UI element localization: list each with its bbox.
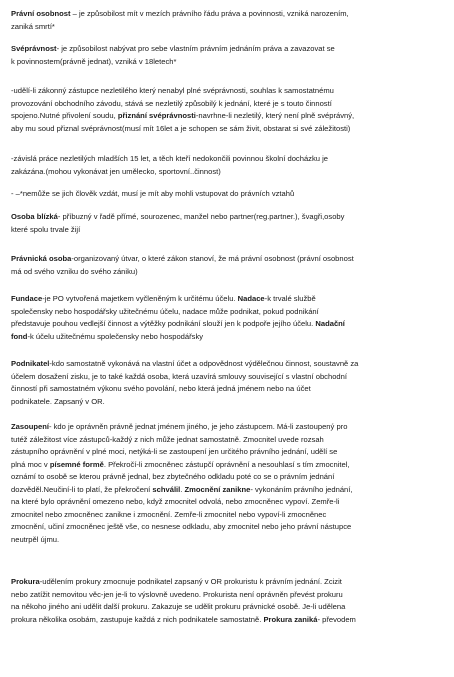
term-fond: fond bbox=[11, 331, 28, 341]
text: má od svého vzniku do svého zániku) bbox=[11, 266, 138, 276]
text: -závislá práce nezletilých mladších 15 let, a těch kteří nedokončili povinnou školní docházku je bbox=[11, 154, 328, 163]
text: -navrhne-li nezletilý, který není plně svéprávný, bbox=[195, 111, 355, 120]
text: na které bylo oprávnění omezeno nebo, když zmocnitel odvolá, nebo zmocněnec vypoví. Zemře-li bbox=[11, 497, 340, 506]
text: -k účelu užitečnému společensky nebo hospodářsky bbox=[27, 331, 204, 341]
text: provozování obchodního závodu, stává se nezletilý způsobilý k jednání, které je s touto činností bbox=[11, 98, 332, 108]
text: činností při samostatném výkonu svého povolání, nebo která jedná jménem nebo na účet bbox=[11, 384, 311, 393]
text: -je PO vytvořená majetkem vyčleněným k určitému účelu. bbox=[42, 294, 238, 303]
text: podnikatele. Zapsaný v OR. bbox=[11, 396, 105, 406]
term-svepravnost: Svéprávnost bbox=[11, 44, 57, 53]
paragraph-zastoupeni bbox=[11, 421, 447, 546]
text: účelem dosažení zisku, je to také každá osoba, která uzavírá smlouvy související s vlastní obchodní bbox=[11, 371, 347, 381]
paragraph-fundace bbox=[11, 293, 447, 343]
term-osoba-blizka: Osoba blízká bbox=[11, 212, 58, 221]
text: neutrpěl újmu. bbox=[11, 534, 60, 544]
term-pisemne-forme: písemné formě bbox=[49, 459, 104, 469]
text: nebo zatížit nemovitou věc-jen je-li to výslovně uvedeno. Prokurista není oprávněn převést prokuru bbox=[11, 589, 343, 599]
text: . Překročí-li zmocněnec zástupčí oprávnění a nesouhlasí s tím zmocnitel, bbox=[103, 459, 350, 469]
paragraph-nemuze-se-vzdat bbox=[11, 188, 447, 201]
term-nadacni: Nadační bbox=[315, 319, 345, 328]
term-fundace: Fundace bbox=[11, 294, 43, 303]
term-priznani-svepravnosti: přiznání svéprávnosti bbox=[117, 111, 196, 120]
term-prokura: Prokura bbox=[11, 577, 40, 586]
paragraph-pravnicka-osoba bbox=[11, 253, 447, 278]
paragraph-podnikatel bbox=[11, 358, 447, 408]
text: dozvěděl.Neučiní-li to platí, že překročení bbox=[11, 484, 153, 494]
text: - kdo je oprávněn právně jednat jménem jiného, je jeho zástupcem. Má-li zastoupený pro bbox=[48, 422, 348, 431]
paragraph-udeleni-souhlasu bbox=[11, 85, 447, 135]
text: -kdo samostatně vykonává na vlastní účet a odpovědnost výdělečnou činnost, soustavně za bbox=[49, 359, 359, 368]
term-schvalil: schválil bbox=[152, 484, 181, 494]
text: zmocnění, učiní zmocněnec ještě vše, co nesnese odkladu, aby zmocnitel nebo jeho právní nástupce bbox=[11, 522, 352, 531]
text: tutéž záležitost více zástupců-každý z nich může jednat samostatně. Zmocnitel uvede rozsah bbox=[11, 434, 324, 444]
text: prokura několika osobám, zastupuje každá z nich podnikatele samostatně. bbox=[11, 614, 264, 624]
text: - –*nemůže se jich člověk vzdát, musí je mít aby mohli vstupovat do právních vztahů bbox=[11, 189, 295, 198]
text: společensky nebo hospodářsky užitečnému účelu, nadace může podnikat, pokud podnikání bbox=[11, 306, 319, 316]
term-zastoupeni: Zasoupení bbox=[11, 422, 49, 431]
text: - příbuzný v řadě přímé, sourozenec, manžel nebo partner(reg.partner.), švagři,osoby bbox=[57, 212, 345, 221]
text: - vykonáním právního jednání, bbox=[250, 484, 353, 494]
text: – je způsobilost mít v mezích právního řádu práva a povinnosti, vzniká narozením, bbox=[70, 9, 349, 18]
text: zástupního oprávnění v plné moci, netýká-li se zastoupení jen určitého právního jednání, udělí se bbox=[11, 447, 338, 456]
term-prokura-zanika: Prokura zaniká bbox=[263, 614, 318, 624]
term-podnikatel: Podnikatel bbox=[11, 359, 50, 368]
text: - převodem bbox=[317, 614, 356, 624]
text: -udělením prokury zmocnuje podnikatel zapsaný v OR prokuristu k právním jednání. Zcizit bbox=[39, 577, 342, 586]
text: spojeno.Nutné přivolení soudu, bbox=[11, 111, 118, 120]
text: -udělí-li zákonný zástupce nezletilého který nenabyl plné svéprávnosti, souhlas k samostatnému bbox=[11, 86, 334, 95]
text: -k trvalé službě bbox=[264, 294, 316, 303]
term-zmocneni-zanikne: Zmocnění zanikne bbox=[184, 484, 251, 494]
text: oznámí to osobě se kterou právně jednal, bez zbytečného odkladu poté co se o právním jednání bbox=[11, 472, 335, 481]
paragraph-svepravnost bbox=[11, 43, 447, 68]
text: - je způsobilost nabývat pro sebe vlastním právním jednáním práva a zavazovat se bbox=[56, 44, 335, 53]
text: zakázána.(mohou vykonávat jen umělecko, sportovní..činnost) bbox=[11, 166, 221, 176]
paragraph-osoba-blizka bbox=[11, 211, 447, 236]
text: aby mu soud přiznal svéprávnost(musí mít 16let a je schopen se sám živit, obstarat si své záležitosti) bbox=[11, 123, 351, 133]
paragraph-pravni-osobnost bbox=[11, 8, 447, 33]
text: které spolu trvale žijí bbox=[11, 224, 81, 234]
text: na někoho jiného ani udělit další prokuru. Zakazuje se udělit prokuru právnické osobě. Je-li udělena bbox=[11, 602, 346, 611]
term-nadace: Nadace bbox=[237, 294, 265, 303]
text: . bbox=[180, 484, 185, 494]
text: představuje pouhou vedlejší činnost a výtěžky podnikání slouží jen k podpoře jejího účelu. bbox=[11, 319, 316, 328]
paragraph-zavisla-prace bbox=[11, 153, 447, 178]
text: plná moc v bbox=[11, 459, 50, 469]
text: zaniká smrtí* bbox=[11, 21, 55, 31]
text: -organizovaný útvar, o které zákon stanoví, že má právní osobnost (právní osobnost bbox=[71, 254, 354, 263]
text: zmocnitel nebo zmocněnec zanikne i zmocnění. Zemře-li zmocnitel nebo vypoví-li zmocněnec bbox=[11, 509, 327, 519]
text: k povinnostem(právně jednat), vzniká v 18letech* bbox=[11, 56, 177, 66]
paragraph-prokura bbox=[11, 576, 447, 626]
term-pravni-osobnost: Právní osobnost bbox=[11, 9, 71, 18]
term-pravnicka-osoba: Právnická osoba bbox=[11, 254, 72, 263]
